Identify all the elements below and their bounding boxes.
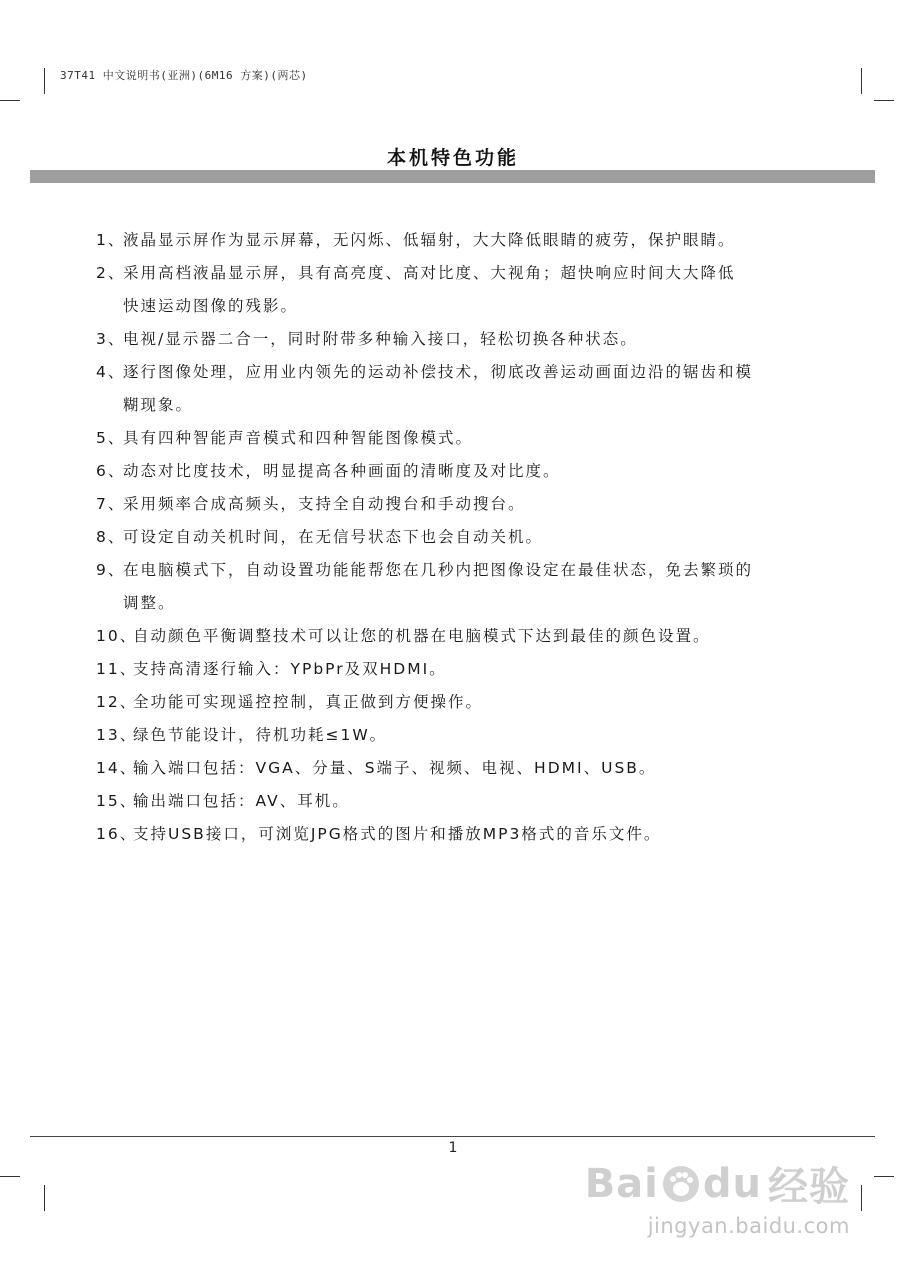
feature-item xyxy=(96,785,826,818)
feature-number: 9、 xyxy=(96,561,126,579)
feature-number: 7、 xyxy=(96,495,126,513)
feature-text: 输出端口包括：AV、耳机。 xyxy=(133,792,350,810)
feature-item xyxy=(96,752,826,785)
feature-list xyxy=(96,224,826,851)
feature-text: 逐行图像处理，应用业内领先的运动补偿技术，彻底改善运动画面边沿的锯齿和模 xyxy=(123,363,754,381)
crop-mark-top-right xyxy=(861,68,862,94)
feature-text: 动态对比度技术，明显提高各种画面的清晰度及对比度。 xyxy=(123,462,561,480)
watermark-logo-right: du xyxy=(702,1160,762,1207)
feature-item xyxy=(96,521,826,554)
feature-text: 自动颜色平衡调整技术可以让您的机器在电脑模式下达到最佳的颜色设置。 xyxy=(133,627,711,645)
feature-text: 液晶显示屏作为显示屏幕，无闪烁、低辐射，大大降低眼睛的疲劳，保护眼睛。 xyxy=(123,231,736,249)
feature-item xyxy=(96,224,826,257)
feature-text: 电视/显示器二合一，同时附带多种输入接口，轻松切换各种状态。 xyxy=(123,330,638,348)
crop-mark-bottom-left-h xyxy=(0,1176,20,1177)
feature-number: 13、 xyxy=(96,726,138,744)
crop-mark-bottom-left xyxy=(44,1185,45,1211)
feature-item xyxy=(96,257,826,290)
feature-item xyxy=(96,554,826,587)
feature-item-continuation xyxy=(96,587,826,620)
feature-item xyxy=(96,653,826,686)
feature-number: 4、 xyxy=(96,363,126,381)
title-underline-bar xyxy=(30,170,875,183)
feature-item xyxy=(96,422,826,455)
feature-item xyxy=(96,323,826,356)
feature-number: 6、 xyxy=(96,462,126,480)
feature-item xyxy=(96,620,826,653)
feature-item-continuation xyxy=(96,290,826,323)
feature-text: 支持USB接口，可浏览JPG格式的图片和播放MP3格式的音乐文件。 xyxy=(133,825,662,843)
watermark-logo-cn: 经验 xyxy=(768,1164,850,1210)
feature-number: 14、 xyxy=(96,759,138,777)
feature-number: 12、 xyxy=(96,693,138,711)
feature-item xyxy=(96,686,826,719)
feature-number: 8、 xyxy=(96,528,126,546)
feature-text: 可设定自动关机时间，在无信号状态下也会自动关机。 xyxy=(123,528,544,546)
feature-number: 10、 xyxy=(96,627,138,645)
feature-text: 支持高清逐行输入：YPbPr及双HDMI。 xyxy=(133,660,447,678)
watermark-logo-left: Bai xyxy=(584,1160,659,1207)
feature-item xyxy=(96,488,826,521)
page-title: 本机特色功能 xyxy=(386,147,519,169)
feature-text: 在电脑模式下，自动设置功能能帮您在几秒内把图像设定在最佳状态，免去繁琐的 xyxy=(123,561,754,579)
feature-text: 糊现象。 xyxy=(123,396,194,414)
feature-item xyxy=(96,719,826,752)
feature-text: 具有四种智能声音模式和四种智能图像模式。 xyxy=(123,429,474,447)
footer-rule xyxy=(30,1136,875,1137)
feature-text: 采用频率合成高频头，支持全自动搜台和手动搜台。 xyxy=(123,495,526,513)
feature-text: 绿色节能设计，待机功耗≤1W。 xyxy=(133,726,388,744)
feature-text: 输入端口包括：VGA、分量、S端子、视频、电视、HDMI、USB。 xyxy=(133,759,657,777)
feature-item-continuation xyxy=(96,389,826,422)
document-header: 37T41 中文说明书(亚洲)(6M16 方案)(两芯) xyxy=(60,69,308,82)
feature-number: 16、 xyxy=(96,825,138,843)
feature-number: 1、 xyxy=(96,231,126,249)
feature-text: 调整。 xyxy=(123,594,176,612)
watermark-url: jingyan.baidu.com xyxy=(647,1214,850,1238)
crop-mark-bottom-right xyxy=(861,1185,862,1211)
feature-item xyxy=(96,356,826,389)
feature-text: 全功能可实现遥控控制，真正做到方便操作。 xyxy=(133,693,484,711)
crop-mark-top-right-h xyxy=(874,100,894,101)
feature-number: 5、 xyxy=(96,429,126,447)
paw-icon xyxy=(661,1164,701,1204)
feature-number: 15、 xyxy=(96,792,138,810)
crop-mark-top-left xyxy=(44,68,45,94)
feature-item xyxy=(96,818,826,851)
baidu-watermark xyxy=(585,1155,850,1238)
feature-number: 11、 xyxy=(96,660,138,678)
feature-text: 快速运动图像的残影。 xyxy=(123,297,299,315)
feature-item xyxy=(96,455,826,488)
crop-mark-bottom-right-h xyxy=(874,1176,894,1177)
crop-mark-top-left-h xyxy=(0,100,20,101)
feature-text: 采用高档液晶显示屏，具有高亮度、高对比度、大视角；超快响应时间大大降低 xyxy=(123,264,736,282)
feature-number: 3、 xyxy=(96,330,126,348)
watermark-logo xyxy=(585,1155,850,1212)
page-number: 1 xyxy=(448,1140,458,1156)
feature-number: 2、 xyxy=(96,264,126,282)
